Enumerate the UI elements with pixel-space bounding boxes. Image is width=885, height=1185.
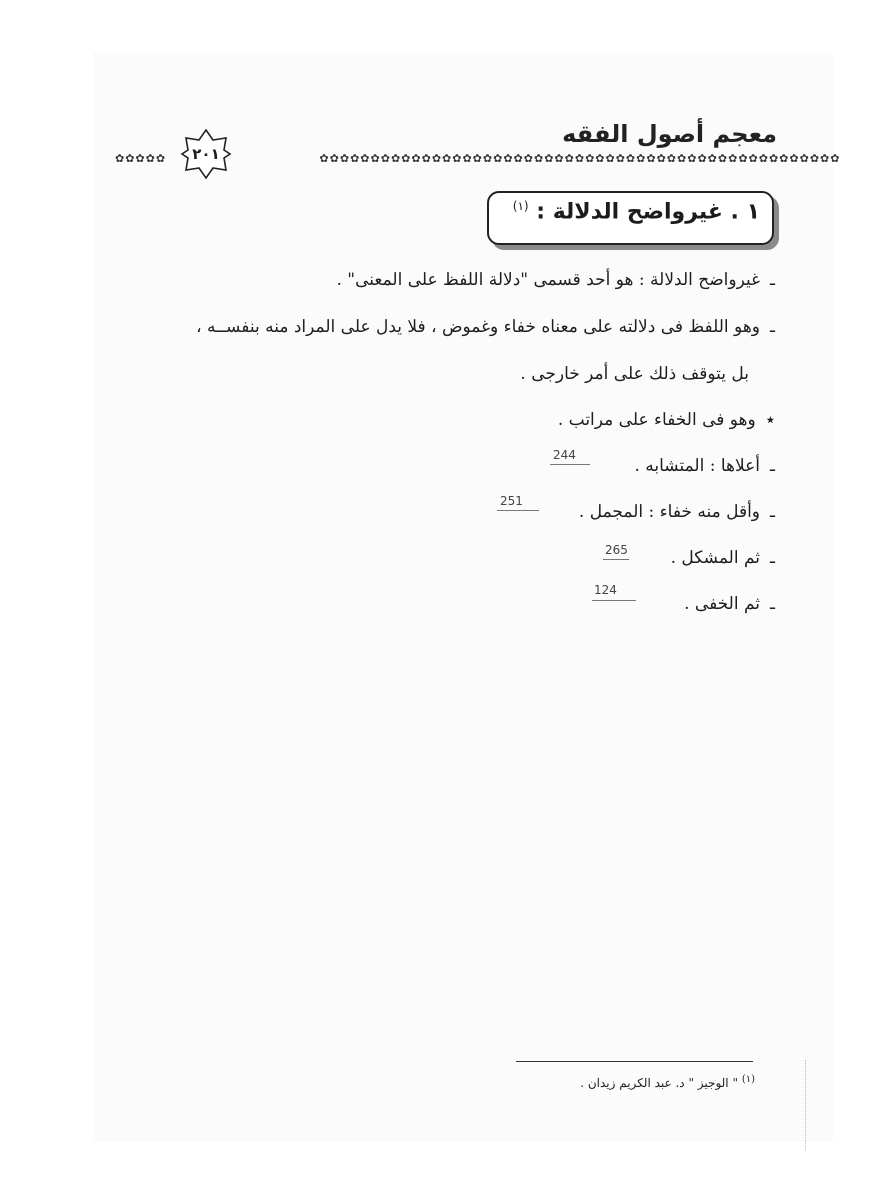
body-line	[684, 594, 775, 614]
handwritten-note: 265	[605, 543, 628, 557]
handwritten-underline	[550, 464, 590, 466]
footnote	[580, 1074, 755, 1090]
body-line-text: أعلاها : المتشابه .	[634, 456, 761, 476]
dash-bullet: ـ	[770, 317, 775, 337]
dash-bullet: ـ	[770, 548, 775, 568]
footnote-marker: (١)	[512, 199, 529, 213]
section-heading-text: ١ . غيرواضح الدلالة :	[536, 199, 760, 225]
body-line-text: ثم المشكل .	[670, 548, 761, 568]
dash-bullet: ـ	[770, 594, 775, 614]
dash-bullet: ـ	[770, 456, 775, 476]
handwritten-note: 244	[553, 448, 576, 462]
body-line-text: بل يتوقف ذلك على أمر خارجى .	[520, 364, 749, 384]
book-title: معجم أصول الفقه	[562, 120, 777, 148]
body-line	[558, 410, 775, 430]
handwritten-note: 251	[500, 494, 523, 508]
body-line-text: وأقل منه خفاء : المجمل .	[578, 502, 761, 522]
body-line	[579, 502, 775, 522]
body-line	[671, 548, 775, 568]
body-line-text: وهو اللفظ فى دلالته على معناه خفاء وغموض ، فلا يدل على المراد منه بنفســه ،	[196, 317, 761, 337]
ornament-border: ✿✿✿✿✿ ✿✿✿✿✿✿✿✿✿✿✿✿✿✿✿✿✿✿✿✿✿✿✿✿✿✿✿✿✿✿✿✿✿✿✿✿✿✿✿✿✿✿✿✿✿✿✿✿✿✿✿	[115, 152, 841, 165]
handwritten-underline	[603, 559, 629, 561]
scan-edge-marks	[805, 1060, 808, 1150]
body-line	[634, 456, 775, 476]
body-line-text: غيرواضح الدلالة : هو أحد قسمى "دلالة اللفظ على المعنى" .	[336, 270, 761, 290]
handwritten-underline	[592, 600, 636, 602]
footnote-text: " الوجيز " د. عبد الكريم زيدان .	[580, 1076, 738, 1090]
body-line	[336, 270, 775, 290]
handwritten-note: 124	[594, 583, 617, 597]
footnote-rule	[516, 1061, 753, 1062]
body-line-text: وهو فى الخفاء على مراتب .	[557, 410, 756, 430]
section-heading-box	[487, 191, 774, 245]
body-line-text: ثم الخفى .	[684, 594, 761, 614]
dash-bullet: ـ	[770, 270, 775, 290]
dash-bullet: ـ	[770, 502, 775, 522]
footnote-number: (١)	[741, 1074, 755, 1085]
body-line	[196, 317, 775, 337]
body-line	[520, 364, 749, 384]
asterisk-bullet: ٭	[765, 410, 775, 430]
handwritten-underline	[497, 510, 539, 512]
section-heading	[513, 199, 760, 224]
page-number: ٢٠١	[192, 145, 220, 163]
